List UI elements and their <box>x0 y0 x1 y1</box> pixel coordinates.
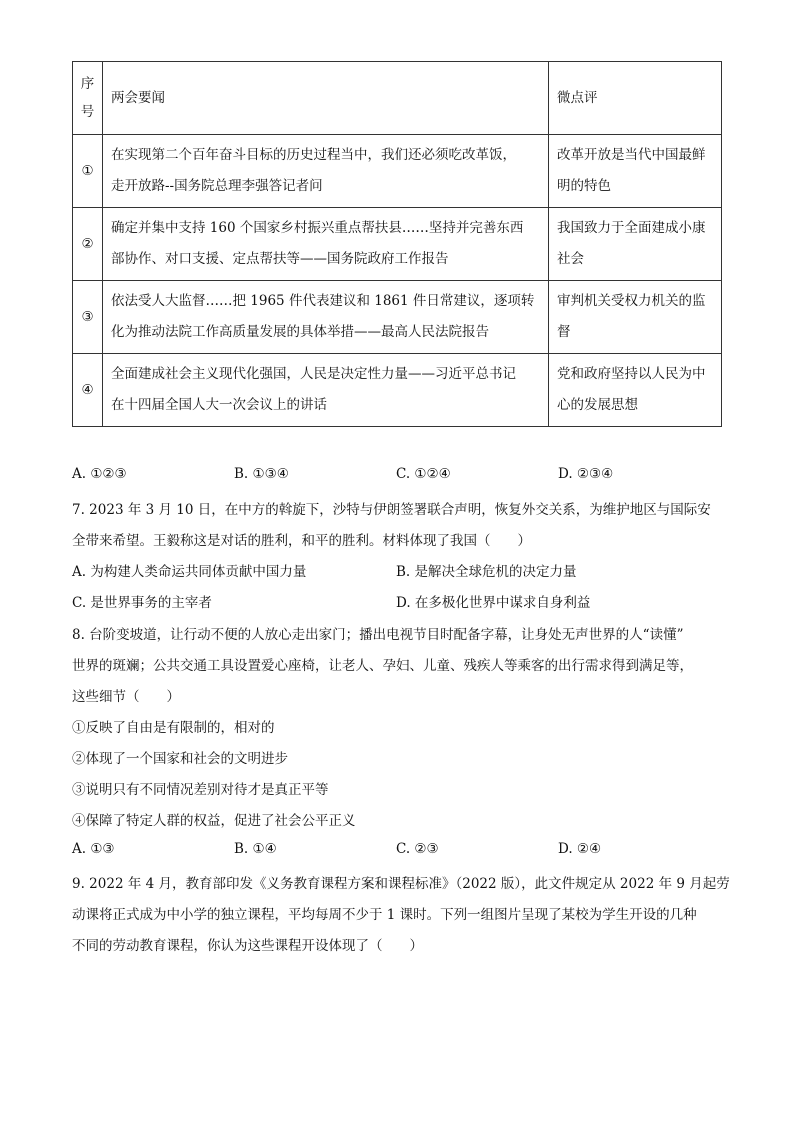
q9-stem-line: 动课将正式成为中小学的独立课程，平均每周不少于 1 课时。下列一组图片呈现了某校为学生开设的几种 <box>72 907 697 923</box>
row-news <box>103 208 549 281</box>
q6-option-b: B. ①③④ <box>234 466 289 482</box>
table-header-row <box>73 62 722 135</box>
row-index: ③ <box>73 281 103 354</box>
q7-option-b: B. 是解决全球危机的决定力量 <box>396 564 577 580</box>
table-row <box>73 281 722 354</box>
table-row <box>73 135 722 208</box>
row-news <box>103 135 549 208</box>
row-comment <box>549 281 722 354</box>
comment-line: 党和政府坚持以人民为中 <box>557 366 706 382</box>
comment-line: 督 <box>557 324 571 340</box>
q7-stem-line: 7. 2023 年 3 月 10 日，在中方的斡旋下，沙特与伊朗签署联合声明，恢复外交关系，为维护地区与国际安 <box>72 502 711 518</box>
q8-stem-line: 世界的斑斓；公共交通工具设置爱心座椅，让老人、孕妇、儿童、残疾人等乘客的出行需求得到满足等， <box>72 658 693 674</box>
row-index: ① <box>73 135 103 208</box>
q6-option-a: A. ①②③ <box>72 466 127 482</box>
row-news <box>103 281 549 354</box>
q8-statement: ②体现了一个国家和社会的文明进步 <box>72 751 288 767</box>
comment-line: 社会 <box>557 251 584 267</box>
header-index: 序 号 <box>73 62 103 135</box>
q7-option-c: C. 是世界事务的主宰者 <box>72 595 212 611</box>
news-line: 部协作、对口支援、定点帮扶等——国务院政府工作报告 <box>111 251 449 267</box>
q8-statement: ①反映了自由是有限制的，相对的 <box>72 720 275 736</box>
q9-stem-line: 不同的劳动教育课程，你认为这些课程开设体现了（ ） <box>72 938 423 954</box>
news-table <box>72 61 722 427</box>
row-news <box>103 354 549 427</box>
q8-option-b: B. ①④ <box>234 841 277 857</box>
q9-stem-line: 9. 2022 年 4 月，教育部印发《义务教育课程方案和课程标准》（2022 版），此文件规定从 2022 年 9 月起劳 <box>72 876 730 892</box>
news-line: 在十四届全国人大一次会议上的讲话 <box>111 397 327 413</box>
q8-option-a: A. ①③ <box>72 841 115 857</box>
comment-line: 改革开放是当代中国最鲜 <box>557 147 706 163</box>
comment-line: 心的发展思想 <box>557 397 638 413</box>
table-row <box>73 354 722 427</box>
news-line: 化为推动法院工作高质量发展的具体举措——最高人民法院报告 <box>111 324 489 340</box>
news-line: 全面建成社会主义现代化强国，人民是决定性力量——习近平总书记 <box>111 366 516 382</box>
q8-option-c: C. ②③ <box>396 841 439 857</box>
news-line: 依法受人大监督……把 1965 件代表建议和 1861 件日常建议，逐项转 <box>111 293 535 309</box>
q6-option-d: D. ②③④ <box>558 466 614 482</box>
q7-stem-line: 全带来希望。王毅称这是对话的胜利，和平的胜利。材料体现了我国（ ） <box>72 533 531 549</box>
q8-statement: ④保障了特定人群的权益，促进了社会公平正义 <box>72 813 356 829</box>
row-index: ② <box>73 208 103 281</box>
header-news: 两会要闻 <box>103 62 549 135</box>
row-index: ④ <box>73 354 103 427</box>
q8-option-d: D. ②④ <box>558 841 602 857</box>
row-comment <box>549 354 722 427</box>
news-line: 走开放路--国务院总理李强答记者问 <box>111 178 323 194</box>
comment-line: 明的特色 <box>557 178 611 194</box>
comment-line: 审判机关受权力机关的监 <box>557 293 706 309</box>
q7-option-d: D. 在多极化世界中谋求自身利益 <box>396 595 591 611</box>
row-comment <box>549 208 722 281</box>
q7-option-a: A. 为构建人类命运共同体贡献中国力量 <box>72 564 307 580</box>
q8-statement: ③说明只有不同情况差别对待才是真正平等 <box>72 782 329 798</box>
q8-stem-line: 这些细节（ ） <box>72 689 180 705</box>
q6-option-c: C. ①②④ <box>396 466 451 482</box>
comment-line: 我国致力于全面建成小康 <box>557 220 706 236</box>
row-comment <box>549 135 722 208</box>
news-line: 确定并集中支持 160 个国家乡村振兴重点帮扶县……坚持并完善东西 <box>111 220 524 236</box>
q8-stem-line: 8. 台阶变坡道，让行动不便的人放心走出家门；播出电视节目时配备字幕，让身处无声世界的人“读懂” <box>72 627 684 643</box>
news-line: 在实现第二个百年奋斗目标的历史过程当中，我们还必须吃改革饭， <box>111 147 516 163</box>
header-comment: 微点评 <box>549 62 722 135</box>
table-row <box>73 208 722 281</box>
